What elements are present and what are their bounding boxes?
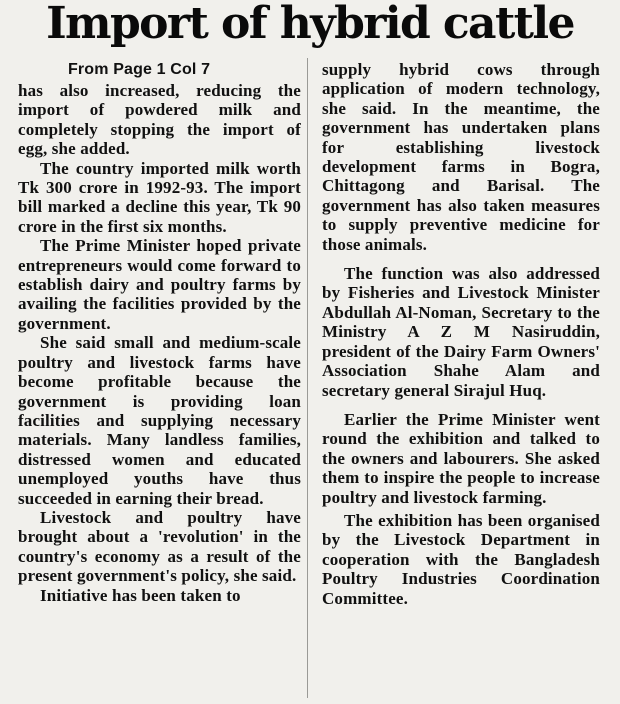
paragraph: She said small and medium-scale poultry and livestock farms have become profitable because the government is providing loan facilities and supplying necessary materials. Many landless families, distressed women and educated unemployed youths have thus succeeded in earning their bread. <box>18 333 301 508</box>
paragraph: The country imported milk worth Tk 300 crore in 1992-93. The import bill marked a decline this year, Tk 90 crore in the first six months. <box>18 158 301 236</box>
right-column <box>322 60 600 608</box>
paragraph: The function was also addressed by Fisheries and Livestock Minister Abdullah Al-Noman, Secretary to the Ministry A Z M Nasiruddin, president of the Dairy Farm Owners' Association Shahe Alam and secretary general Sirajul Huq. <box>322 264 600 400</box>
jump-line: From Page 1 Col 7 <box>68 61 211 78</box>
paragraph: Livestock and poultry have brought about a 'revolution' in the country's economy as a result of the present government's policy, she said. <box>18 507 301 586</box>
column-rule <box>307 58 308 698</box>
paragraph: supply hybrid cows through application of modern technology, she said. In the meantime, the government has undertaken plans for establishing livestock development farms in Bogra, Chittagong and Barisal. The government has also taken measures to supply preventive medicine for those animals. <box>322 60 600 254</box>
paragraph: Initiative has been taken to <box>40 585 241 605</box>
left-column <box>18 60 301 605</box>
paragraph: Earlier the Prime Minister went round the exhibition and talked to the owners and labourers. She asked them to inspire the people to increase poultry and livestock farming. <box>322 409 600 507</box>
paragraph: The exhibition has been organised by the Livestock Department in cooperation with the Bangladesh Poultry Industries Coordination Committee. <box>322 510 600 608</box>
paragraph: has also increased, reducing the import of powdered milk and completely stopping the import of egg, she added. <box>18 81 301 159</box>
headline: Import of hybrid cattle <box>46 0 574 49</box>
paragraph: The Prime Minister hoped private entrepreneurs would come forward to establish dairy and poultry farms by availing the facilities provided by the government. <box>18 236 301 333</box>
